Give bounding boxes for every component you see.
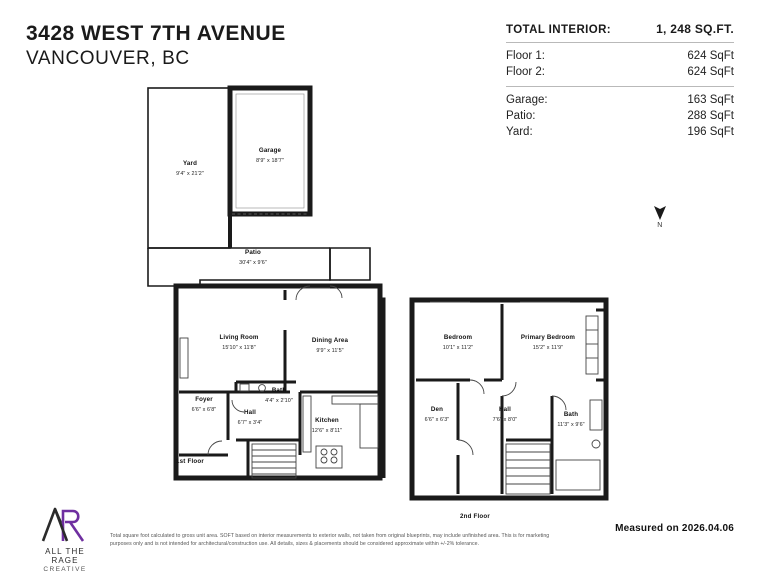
room-name: Patio <box>245 249 261 256</box>
room-dims: 6'7" x 3'4" <box>237 419 263 426</box>
room-dims: 6'6" x 6'8" <box>191 406 217 413</box>
room-dims: 11'3" x 9'6" <box>557 421 585 428</box>
total-interior-label: TOTAL INTERIOR: <box>506 24 612 36</box>
room-name: Bedroom <box>443 334 473 341</box>
room-dims: 7'6" x 8'0" <box>492 416 518 423</box>
garage-value: 163 SqFt <box>687 94 734 106</box>
room-dims: 6'6" x 6'3" <box>424 416 450 423</box>
room-label-patio <box>218 248 288 268</box>
floor-label-1: 1st Floor <box>176 458 204 465</box>
garage-label: Garage: <box>506 94 548 106</box>
room-name: Hall <box>244 409 256 416</box>
measured-date: Measured on 2026.04.06 <box>615 523 734 534</box>
compass-north-label: N <box>657 222 663 229</box>
disclaimer-text: Total square foot calculated to gross unit area. SOFT based on interior measurements to exterior walls, not taken from original blueprints, may include unfinished area. This is for marketing purposes only and is not intended for architectural/construction use. All details, sizes & placements should be considered approximate within +/-2% tolerance. <box>110 533 550 547</box>
floor1-label: Floor 1: <box>506 50 545 62</box>
total-interior-value: 1, 248 SQ.FT. <box>656 22 734 36</box>
room-name: Foyer <box>195 396 213 403</box>
room-label-bath-2 <box>548 410 594 430</box>
room-dims: 10'1" x 11'2" <box>442 344 474 351</box>
yard-value: 196 SqFt <box>687 126 734 138</box>
room-label-kitchen <box>300 416 354 436</box>
room-label-foyer <box>180 395 228 415</box>
room-dims: 9'4" x 21'2" <box>176 170 204 177</box>
room-dims: 9'9" x 11'5" <box>316 347 344 354</box>
room-name: Yard <box>182 160 197 167</box>
room-name: Bath <box>271 387 287 394</box>
room-dims: 15'10" x 11'8" <box>222 344 256 351</box>
room-label-yard <box>154 159 226 179</box>
logo-text-primary: ALL THE RAGE <box>45 547 85 565</box>
floor2-label: Floor 2: <box>506 66 545 78</box>
patio-label: Patio: <box>506 110 536 122</box>
floor1-value: 624 SqFt <box>687 50 734 62</box>
room-name: Kitchen <box>315 417 339 424</box>
room-name: Bath <box>563 411 579 418</box>
room-label-hall-2 <box>482 405 528 425</box>
room-name: Garage <box>258 147 282 154</box>
address-line-2: VANCOUVER, BC <box>26 48 190 69</box>
room-dims: 8'9" x 18'7" <box>256 157 284 164</box>
yard-label: Yard: <box>506 126 533 138</box>
room-dims: 30'4" x 9'6" <box>239 259 267 266</box>
all-the-rage-logo-icon <box>39 505 91 543</box>
room-name: Primary Bedroom <box>520 334 576 341</box>
floor-label-2: 2nd Floor <box>460 513 490 520</box>
brand-logo <box>30 505 100 573</box>
logo-text-secondary: CREATIVE <box>43 566 87 573</box>
patio-value: 288 SqFt <box>687 110 734 122</box>
room-dims: 12'6" x 8'11" <box>311 427 343 434</box>
room-label-bath-1 <box>252 386 306 406</box>
room-label-bedroom <box>424 333 492 353</box>
room-dims: 15'2" x 11'9" <box>532 344 564 351</box>
room-name: Hall <box>499 406 511 413</box>
room-label-primary-bedroom <box>506 333 590 353</box>
room-label-den <box>414 405 460 425</box>
room-name: Den <box>430 406 444 413</box>
room-name: Living Room <box>219 334 259 341</box>
room-label-living-room <box>196 333 282 353</box>
room-label-hall-1 <box>228 408 272 428</box>
room-name: Dining Area <box>311 337 349 344</box>
room-dims: 4'4" x 2'10" <box>265 397 293 404</box>
floor2-value: 624 SqFt <box>687 66 734 78</box>
room-label-garage <box>238 146 302 166</box>
address-line-1: 3428 WEST 7TH AVENUE <box>26 22 286 45</box>
room-label-dining-area <box>292 336 368 356</box>
